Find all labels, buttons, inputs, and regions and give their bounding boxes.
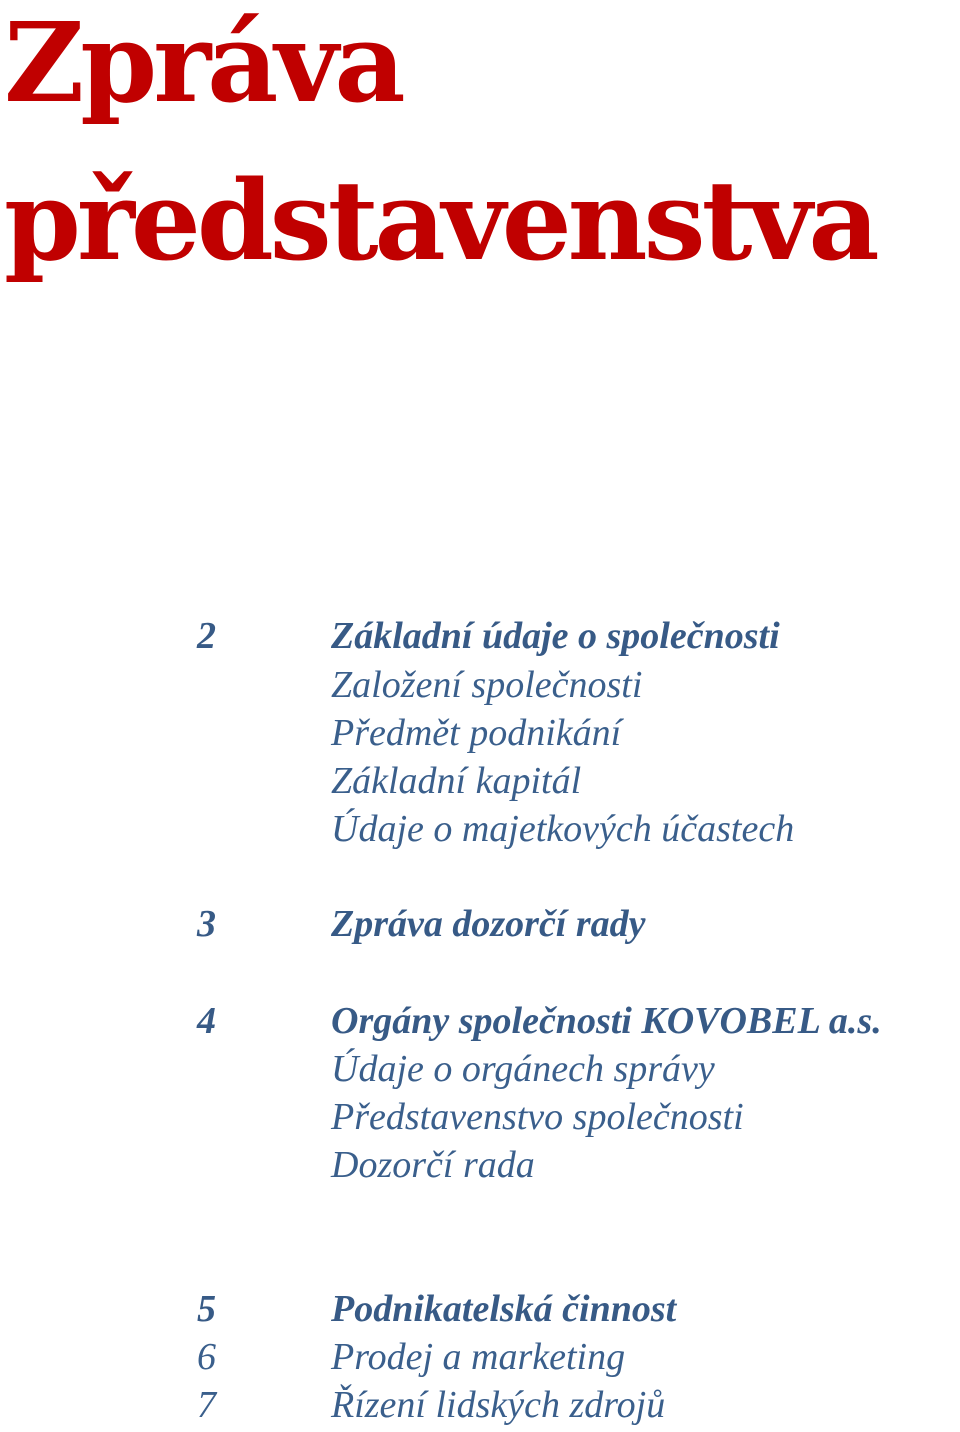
toc-subitem-label: Základní kapitál [331,760,582,802]
toc-number: 7 [197,1384,216,1426]
toc-subitem-label: Údaje o majetkových účastech [331,808,795,850]
toc-number: 6 [197,1336,216,1378]
toc-subitem-label: Údaje o orgánech správy [331,1048,715,1090]
toc-section-6[interactable] [0,1333,960,1381]
toc-subitem-label: Dozorčí rada [331,1144,535,1186]
toc-heading: Zpráva dozorčí rady [331,903,646,945]
toc-number: 5 [197,1288,216,1330]
title-line-1: Zpráva [4,0,402,127]
toc-subitem[interactable] [0,709,960,757]
toc-subitem[interactable] [0,1093,960,1141]
toc-section-7[interactable] [0,1381,960,1429]
toc-subitem-label: Založení společnosti [331,664,643,706]
toc-subitem[interactable] [0,661,960,709]
toc-heading: Orgány společnosti KOVOBEL a.s. [331,1000,882,1042]
toc-section-3[interactable] [0,900,960,948]
toc-number: 2 [197,615,216,657]
toc-entry-label: Řízení lidských zdrojů [331,1384,666,1426]
toc-section-2[interactable] [0,612,960,660]
toc-section-4[interactable] [0,997,960,1045]
toc-subitem[interactable] [0,757,960,805]
toc-number: 4 [197,1000,216,1042]
title-line-2: představenstva [4,156,876,285]
toc-section-5[interactable] [0,1285,960,1333]
toc-subitem-label: Předmět podnikání [331,712,622,754]
toc-heading: Podnikatelská činnost [331,1288,677,1330]
toc-number: 3 [197,903,216,945]
toc-heading: Základní údaje o společnosti [331,615,780,657]
toc-entry-label: Prodej a marketing [331,1336,626,1378]
toc-subitem[interactable] [0,1045,960,1093]
toc-subitem[interactable] [0,1141,960,1189]
toc-subitem[interactable] [0,805,960,853]
toc-subitem-label: Představenstvo společnosti [331,1096,744,1138]
